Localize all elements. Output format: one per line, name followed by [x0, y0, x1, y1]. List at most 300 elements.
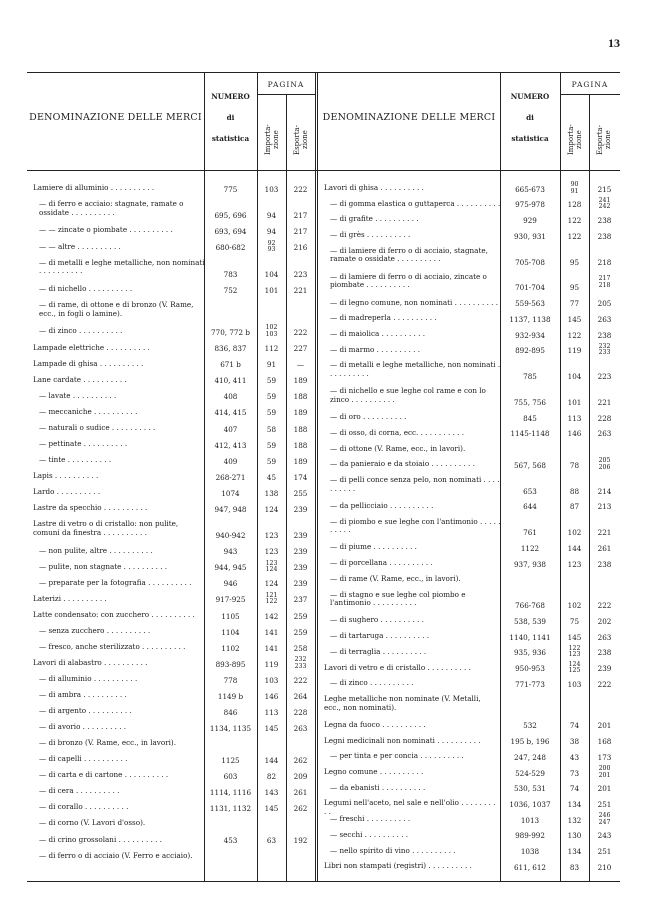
table-row — [27, 543, 620, 553]
left-header-di: di — [226, 113, 235, 122]
table-row — [27, 358, 620, 382]
merchandise-name: — di bronzo (V. Rame, ecc., in lavori). — [39, 738, 177, 748]
export-page: 263 — [293, 723, 308, 733]
export-page: 238 — [597, 648, 612, 658]
left-header-pagina: PAGINA — [267, 80, 305, 89]
export-page: 259 — [293, 627, 308, 637]
statistica-number: 1036, 1037 — [509, 799, 551, 809]
export-page: 209 — [293, 772, 308, 782]
import-page: 122 — [567, 215, 582, 225]
import-page: 92 93 — [267, 239, 276, 254]
merchandise-name: — fresco, anche sterilizzato . . . . . . . . . . — [39, 641, 186, 651]
merchandise-name: Libri non stampati (registri) . . . . . . . . . . — [324, 861, 472, 871]
import-page: 102 103 — [265, 324, 278, 339]
merchandise-name: Legno comune . . . . . . . . . . — [324, 766, 424, 776]
import-page: 144 — [264, 756, 279, 765]
left-header-denominazione: DENOMINAZIONE DELLE MERCI — [29, 112, 202, 123]
import-page: 122 123 — [568, 644, 581, 659]
merchandise-name: — di metalli e leghe metalliche, non nominati . . . . . . . . . . — [330, 360, 501, 379]
export-page: 261 — [293, 788, 308, 798]
merchandise-name: — di piume . . . . . . . . . . — [330, 542, 417, 552]
statistica-number: 1114, 1116 — [209, 788, 252, 798]
export-page: 217 218 — [598, 275, 611, 289]
statistica-number: 1140, 1141 — [509, 632, 551, 642]
merchandise-table — [27, 72, 620, 882]
export-page: 261 — [597, 543, 612, 553]
export-page: — — [296, 360, 305, 370]
import-page: 123 124 — [265, 559, 278, 574]
statistica-number: 946 — [223, 579, 238, 589]
merchandise-name: — di ferro o di acciaio (V. Ferro e acciaio). — [39, 850, 193, 860]
top-rule — [27, 72, 620, 73]
export-page: 239 — [293, 547, 308, 557]
merchandise-name: Lardo . . . . . . . . . . — [33, 487, 101, 496]
merchandise-name: Legumi nell'aceto, nel sale e nell'olio . . . . . . . . . . — [324, 798, 496, 817]
merchandise-name: — di osso, di corna, ecc. . . . . . . . . . . — [330, 427, 464, 437]
statistica-number: 1125 — [221, 756, 240, 765]
import-page: 103 — [264, 184, 279, 194]
merchandise-name: — da pellicciaio . . . . . . . . . . — [330, 500, 434, 510]
table-row — [27, 862, 620, 872]
page-number: 13 — [608, 36, 620, 50]
merchandise-name: — di lamiere di ferro o di acciaio, stagnate, ramate o ossidate . . . . . . . . . . — [330, 245, 488, 264]
import-page: 101 — [567, 397, 582, 407]
merchandise-name: Lavori di alabastro . . . . . . . . . . — [33, 657, 148, 667]
merchandise-name: — di corallo . . . . . . . . . . — [39, 802, 129, 812]
merchandise-name: Lavori di ghisa . . . . . . . . . . — [324, 183, 424, 192]
merchandise-name: — — zincate o piombate . . . . . . . . . . — [39, 225, 173, 235]
right-header-di: di — [526, 113, 534, 122]
statistica-number: 940-942 — [215, 531, 246, 541]
statistica-number: 693, 694 — [214, 227, 247, 237]
export-page: 222 — [597, 679, 612, 689]
merchandise-name: — di nichello e sue leghe col rame e con lo zinco . . . . . . . . . . — [330, 386, 486, 404]
statistica-number: 524-529 — [515, 768, 545, 778]
import-page: 102 — [567, 601, 582, 611]
merchandise-name: — senza zucchero . . . . . . . . . . — [39, 625, 151, 635]
statistica-number: 567, 568 — [513, 460, 546, 470]
merchandise-name: — preparate per la fotografia . . . . . . . . . . — [39, 577, 192, 587]
import-page: 59 — [266, 392, 277, 402]
import-page: 91 — [266, 360, 277, 370]
right-header-importazione: Importa- zione — [567, 124, 583, 156]
left-header-importazione: Importa- zione — [264, 124, 280, 156]
import-page: 143 — [264, 788, 279, 798]
table-row — [27, 215, 620, 225]
merchandise-name: — di pelli conce senza pelo, non nominati . . . . . . . . . . — [330, 474, 500, 493]
statistica-number: 705-708 — [515, 257, 545, 267]
table-row — [27, 387, 620, 407]
export-page: 232 233 — [294, 655, 307, 670]
export-page: 238 — [597, 559, 612, 569]
import-page: 128 — [567, 200, 582, 210]
export-page: 258 — [293, 643, 308, 653]
table-row — [27, 314, 620, 324]
table-row — [27, 429, 620, 439]
statistica-number: 1013 — [520, 815, 540, 825]
statistica-number: 770, 772 b — [211, 328, 250, 338]
import-page: 59 — [266, 376, 277, 386]
export-page: 201 — [597, 784, 612, 794]
statistica-number: 766-768 — [515, 601, 545, 611]
import-page: 88 — [569, 486, 580, 496]
import-page: 130 — [567, 831, 582, 841]
import-page: 113 — [264, 707, 279, 717]
export-page: 222 — [293, 328, 308, 338]
right-header-denominazione: DENOMINAZIONE DELLE MERCI — [322, 112, 496, 123]
import-page: 74 — [569, 784, 580, 794]
statistica-number: 944, 945 — [214, 563, 247, 573]
merchandise-name: — di capelli . . . . . . . . . . — [39, 754, 128, 764]
export-page: 205 — [597, 299, 612, 309]
merchandise-name: — di rame (V. Rame, ecc., in lavori). — [330, 573, 461, 583]
import-page: 74 — [569, 721, 580, 731]
export-page: 238 — [597, 215, 612, 225]
table-row — [27, 299, 620, 309]
merchandise-name: Lampade elettriche . . . . . . . . . . — [33, 342, 150, 352]
merchandise-name: — meccaniche . . . . . . . . . . — [39, 406, 138, 416]
merchandise-name: — di piombo e sue leghe con l'antimonio . . . . . . . . . . — [330, 516, 501, 535]
statistica-number: 407 — [223, 424, 238, 434]
import-page: 124 — [264, 504, 279, 514]
merchandise-name: — di nichello . . . . . . . . . . — [39, 283, 133, 293]
import-page: 123 — [264, 547, 279, 557]
import-page: 132 — [567, 815, 582, 825]
table-row — [27, 269, 620, 293]
right-header-esportazione: Esporta- zione — [596, 124, 612, 156]
merchandise-name: Lane cardate . . . . . . . . . . — [33, 374, 127, 384]
statistica-number: 1134, 1135 — [209, 723, 252, 733]
import-page: 145 — [567, 632, 582, 642]
merchandise-name: Lampade di ghisa . . . . . . . . . . — [33, 358, 144, 368]
merchandise-name: — tinte . . . . . . . . . . — [39, 454, 112, 464]
merchandise-name: — di cera . . . . . . . . . . — [39, 786, 120, 796]
export-page: 217 — [293, 211, 308, 221]
import-page: 134 — [567, 847, 582, 857]
statistica-number: 1105 — [221, 611, 240, 621]
export-page: 237 — [293, 595, 308, 605]
merchandise-name: — di grès . . . . . . . . . . — [330, 230, 411, 240]
import-page: 119 — [567, 346, 582, 356]
statistica-number: 408 — [223, 392, 238, 402]
statistica-number: 892-895 — [515, 346, 545, 356]
export-page: 243 — [597, 831, 612, 841]
import-page: 87 — [569, 502, 580, 512]
header-bottom-rule — [27, 170, 620, 171]
import-page: 104 — [264, 269, 279, 279]
export-page: 228 — [293, 707, 308, 717]
export-page: 239 — [597, 664, 612, 674]
statistica-number: 1038 — [520, 847, 540, 857]
export-page: 221 — [597, 397, 612, 407]
export-page: 200 201 — [598, 764, 611, 779]
statistica-number: 989-992 — [515, 831, 545, 841]
merchandise-name: — di crino grossolani . . . . . . . . . . — [39, 834, 162, 844]
statistica-number: 929 — [523, 215, 537, 225]
export-page: 188 — [293, 424, 308, 434]
merchandise-name: — di metalli e leghe metalliche, non nominati . . . . . . . . . . — [39, 257, 205, 276]
table-row — [27, 691, 620, 715]
import-page: 101 — [264, 285, 279, 295]
import-page: 75 — [569, 616, 580, 626]
statistica-number: 761 — [523, 528, 537, 538]
merchandise-name: — di tartaruga . . . . . . . . . . — [330, 631, 430, 641]
export-page: 188 — [293, 392, 308, 402]
merchandise-name: — pulite, non stagnate . . . . . . . . . . — [39, 561, 168, 571]
import-page: 145 — [567, 314, 582, 324]
statistica-number: 775 — [223, 184, 238, 194]
table-row — [27, 798, 620, 817]
merchandise-name: — naturali o sudice . . . . . . . . . . — [39, 422, 156, 432]
export-page: 202 — [597, 616, 612, 626]
table-row — [27, 616, 620, 626]
merchandise-name: — da ebanisti . . . . . . . . . . — [330, 782, 426, 792]
merchandise-name: Lastre da specchio . . . . . . . . . . — [33, 503, 148, 513]
statistica-number: 932-934 — [515, 330, 545, 340]
statistica-number: 845 — [523, 413, 537, 423]
merchandise-name: — di legno comune, non nominati . . . . . . . . . . — [330, 297, 499, 307]
export-page: 221 — [597, 528, 612, 538]
statistica-number: 695, 696 — [214, 211, 247, 221]
table-row — [27, 847, 620, 857]
import-page: 94 — [266, 211, 277, 221]
left-header-statistica: statistica — [211, 134, 250, 143]
export-page: 189 — [293, 456, 308, 466]
merchandise-name: Lamiere di alluminio . . . . . . . . . . — [33, 183, 155, 192]
statistica-number: 930, 931 — [513, 231, 546, 241]
statistica-number: 1104 — [221, 627, 240, 637]
import-page: 145 — [264, 804, 279, 814]
merchandise-name: — nello spirito di vino . . . . . . . . . . — [330, 845, 456, 855]
import-page: 90 91 — [570, 181, 579, 195]
import-page: 141 — [264, 627, 279, 637]
export-page: 173 — [597, 752, 612, 762]
export-page: 214 — [597, 486, 612, 496]
import-page: 119 — [264, 659, 279, 669]
import-page: 146 — [264, 691, 279, 701]
import-page: 78 — [569, 460, 580, 470]
table-row — [27, 591, 620, 611]
table-row — [27, 812, 620, 826]
statistica-number: 947, 948 — [214, 504, 247, 514]
statistica-number: 935, 936 — [513, 648, 546, 658]
merchandise-name: — di ferro e acciaio: stagnate, ramate o ossidate . . . . . . . . . . — [39, 199, 184, 217]
export-page: 189 — [293, 376, 308, 386]
export-page: 239 — [293, 531, 308, 541]
import-page: 83 — [569, 862, 580, 872]
table-row — [27, 559, 620, 569]
export-page: 217 — [293, 227, 308, 237]
statistica-number: 943 — [223, 547, 238, 557]
table-row — [27, 342, 620, 357]
export-page: 251 — [597, 799, 612, 809]
import-page: 45 — [266, 472, 277, 482]
merchandise-name: — — altre . . . . . . . . . . — [39, 241, 121, 251]
import-page: 95 — [569, 283, 580, 293]
merchandise-name: — freschi . . . . . . . . . . — [330, 814, 411, 824]
export-page: 201 — [597, 721, 612, 731]
merchandise-name: — di sughero . . . . . . . . . . — [330, 615, 424, 625]
import-page: 94 — [266, 227, 277, 237]
left-header-esportazione: Esporta- zione — [293, 124, 309, 156]
import-page: 146 — [567, 429, 582, 439]
table-row — [27, 196, 620, 211]
export-page: 239 — [293, 579, 308, 589]
export-page: 188 — [293, 440, 308, 450]
import-page: 124 125 — [568, 660, 581, 675]
statistica-number: 611, 612 — [513, 862, 546, 872]
merchandise-name: Legna da fuoco . . . . . . . . . . — [324, 719, 426, 729]
merchandise-name: — di avorio . . . . . . . . . . — [39, 722, 127, 732]
import-page: 112 — [264, 344, 279, 354]
statistica-number: 778 — [223, 675, 238, 685]
statistica-number: 410, 411 — [214, 376, 247, 386]
table-row — [27, 502, 620, 512]
bottom-rule — [27, 881, 620, 882]
merchandise-name: — di maiolica . . . . . . . . . . — [330, 328, 425, 338]
export-page: 262 — [293, 804, 308, 814]
import-page: 141 — [264, 643, 279, 653]
export-page: 227 — [293, 344, 308, 354]
statistica-number: 1149 b — [217, 691, 244, 701]
statistica-number: 653 — [523, 486, 537, 496]
merchandise-name: — di marmo . . . . . . . . . . — [330, 344, 421, 354]
merchandise-name: — di zinco . . . . . . . . . . — [330, 678, 414, 688]
merchandise-name: — di argento . . . . . . . . . . — [39, 706, 132, 716]
merchandise-name: Lapis . . . . . . . . . . — [33, 470, 99, 480]
import-page: 122 — [567, 330, 582, 340]
export-page: 251 — [597, 847, 612, 857]
export-page: 228 — [597, 413, 612, 423]
statistica-number: 975-978 — [515, 200, 545, 210]
statistica-number: 846 — [223, 707, 238, 717]
statistica-number: 680-682 — [215, 243, 246, 253]
statistica-number: 771-773 — [515, 679, 545, 689]
merchandise-name: — di ambra . . . . . . . . . . — [39, 690, 127, 700]
export-page: 263 — [597, 429, 612, 439]
statistica-number: 532 — [523, 721, 537, 731]
statistica-number: 412, 413 — [214, 440, 247, 450]
statistica-number: 1131, 1132 — [209, 804, 252, 814]
table-row — [27, 330, 620, 340]
import-page: 142 — [264, 611, 279, 621]
export-page: 238 — [597, 231, 612, 241]
export-page: 241 242 — [598, 196, 611, 211]
export-page: 210 — [597, 862, 612, 872]
statistica-number: 268-271 — [215, 472, 246, 482]
statistica-number: 755, 756 — [513, 397, 546, 407]
export-page: 223 — [597, 372, 612, 382]
import-page: 102 — [567, 528, 582, 538]
merchandise-name: Latte condensato: con zucchero . . . . . . . . . . — [33, 609, 195, 619]
table-row — [27, 737, 620, 747]
merchandise-name: — di corno (V. Lavori d'osso). — [39, 818, 146, 828]
import-page: 103 — [567, 679, 582, 689]
statistica-number: 917-925 — [215, 595, 246, 605]
statistica-number: 1122 — [520, 543, 540, 553]
table-row — [27, 632, 620, 642]
statistica-number: 530, 531 — [513, 784, 546, 794]
merchandise-name: Laterizi . . . . . . . . . . — [33, 593, 107, 603]
export-page: 213 — [597, 502, 612, 512]
merchandise-name: — secchi . . . . . . . . . . — [330, 829, 409, 839]
statistica-number: 453 — [223, 836, 238, 846]
table-row — [27, 413, 620, 423]
export-page: 222 — [293, 675, 308, 685]
table-row — [27, 518, 620, 538]
left-header-numero: NUMERO — [211, 92, 250, 101]
merchandise-name: — di oro . . . . . . . . . . — [330, 412, 407, 422]
right-header-pagina: PAGINA — [571, 80, 609, 89]
import-page: 82 — [266, 772, 277, 782]
merchandise-name: Leghe metalliche non nominate (V. Metalli, ecc., non nominati). — [324, 693, 481, 712]
statistica-number: 665-673 — [515, 184, 545, 194]
statistica-number: 559-563 — [515, 299, 545, 309]
export-page: 174 — [293, 472, 308, 482]
table-row — [27, 445, 620, 455]
export-page: 215 — [597, 184, 612, 194]
table-row — [27, 831, 620, 841]
right-header-numero: NUMERO — [510, 92, 550, 101]
export-page: 216 — [293, 243, 308, 253]
statistica-number: 1074 — [221, 488, 240, 498]
table-row — [27, 752, 620, 762]
table-row — [27, 231, 620, 241]
import-page: 144 — [567, 543, 582, 553]
export-page: 221 — [293, 285, 308, 295]
merchandise-name: — di terraglia . . . . . . . . . . — [330, 646, 427, 656]
export-page: 246 247 — [598, 812, 611, 826]
merchandise-name: Lavori di vetro e di cristallo . . . . . . . . . . — [324, 662, 471, 672]
statistica-number: 1145-1148 — [510, 429, 550, 439]
statistica-number: 671 b — [220, 360, 241, 370]
merchandise-name: — di gomma elastica o guttaperca . . . . . . . . . . — [330, 198, 501, 208]
export-page: 262 — [293, 756, 308, 765]
import-page: 58 — [266, 424, 277, 434]
merchandise-name: — per tinta e per concia . . . . . . . . . . — [330, 751, 464, 761]
import-page: 134 — [567, 799, 582, 809]
import-page: 123 — [567, 559, 582, 569]
export-page: 232 233 — [598, 342, 611, 357]
export-page: 263 — [597, 632, 612, 642]
statistica-number: 785 — [523, 372, 537, 382]
export-page: 205 206 — [598, 457, 611, 471]
merchandise-name: — pettinate . . . . . . . . . . — [39, 438, 128, 448]
import-page: 104 — [567, 372, 582, 382]
merchandise-name: — di lamiere di ferro o di acciaio, zincate o piombate . . . . . . . . . . — [330, 271, 487, 290]
statistica-number: 701-704 — [515, 283, 545, 293]
merchandise-name: — di carta e di cartone . . . . . . . . . . — [39, 770, 169, 780]
import-page: 95 — [569, 257, 580, 267]
statistica-number: 752 — [223, 285, 238, 295]
import-page: 122 — [567, 231, 582, 241]
import-page: 103 — [264, 675, 279, 685]
right-header-statistica: statistica — [511, 134, 549, 143]
statistica-number: 247, 248 — [513, 752, 546, 762]
statistica-number: 836, 837 — [214, 344, 247, 354]
import-page: 121 122 — [265, 591, 278, 606]
merchandise-name: — di alluminio . . . . . . . . . . — [39, 673, 138, 683]
statistica-number: 195 b, 196 — [510, 737, 550, 747]
merchandise-name: — di madreperla . . . . . . . . . . — [330, 313, 437, 323]
export-page: 223 — [293, 269, 308, 279]
export-page: 189 — [293, 408, 308, 418]
right-pagina-rule — [560, 94, 620, 95]
statistica-number: 1102 — [221, 643, 240, 653]
statistica-number: 409 — [223, 456, 238, 466]
table-row — [27, 181, 620, 195]
export-page: 263 — [597, 314, 612, 324]
